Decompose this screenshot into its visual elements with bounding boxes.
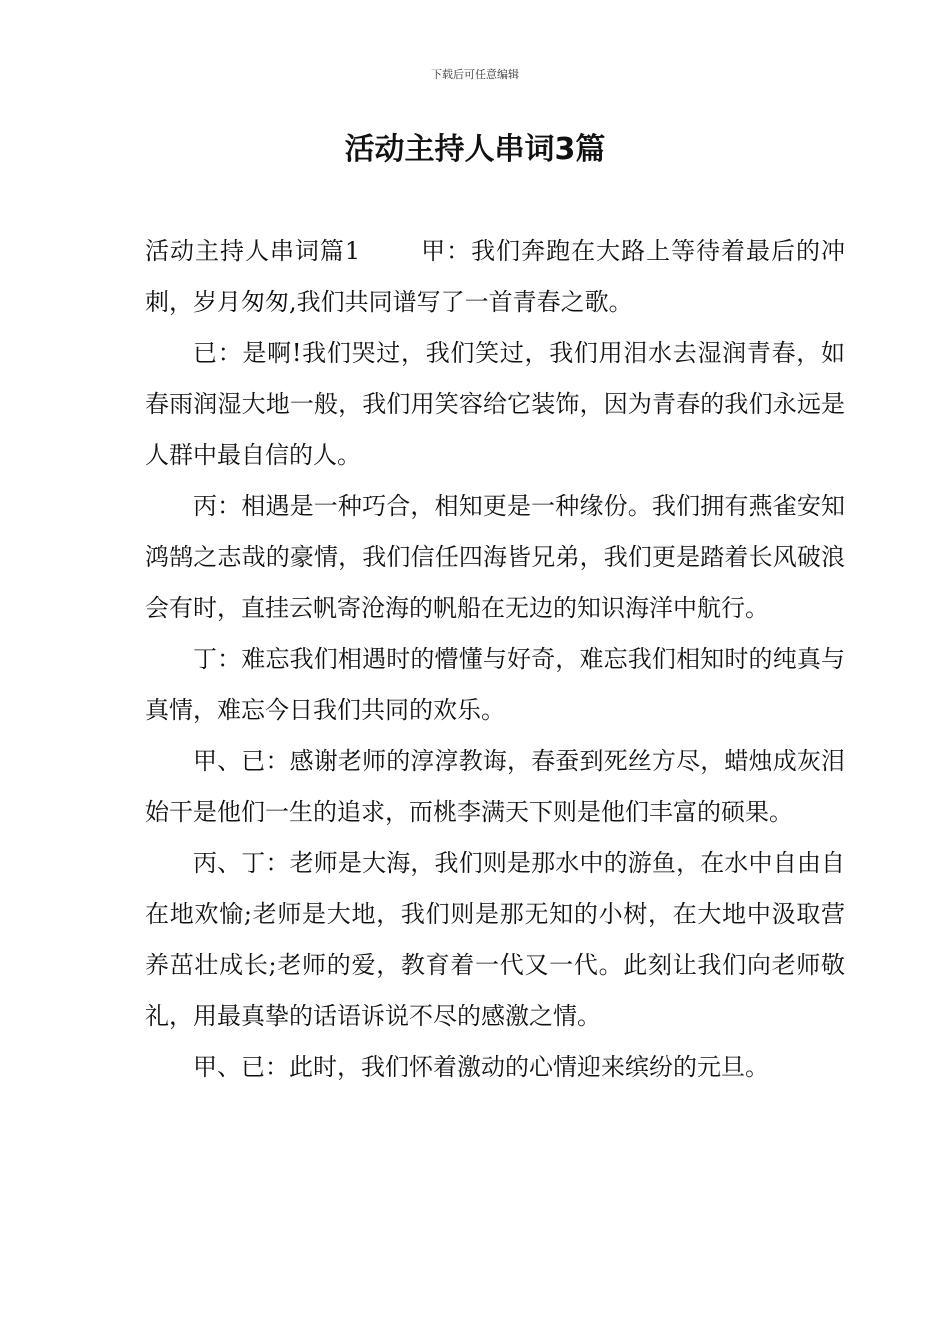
paragraph-4: 丁：难忘我们相遇时的懵懂与好奇，难忘我们相知时的纯真与真情，难忘今日我们共同的欢乐。: [145, 645, 845, 724]
paragraph-3: 丙：相遇是一种巧合，相知更是一种缘份。我们拥有燕雀安知鸿鹄之志哉的豪情，我们信任四海皆兄弟，我们更是踏着长风破浪会有时，直挂云帆寄沧海的帆船在无边的知识海洋中航行。: [145, 492, 845, 622]
document-title: 活动主持人串词3篇: [344, 132, 606, 167]
document-body: [145, 226, 845, 1093]
paragraph-2: 已：是啊!我们哭过，我们笑过，我们用泪水去湿润青春，如春雨润湿大地一般，我们用笑容给它装饰，因为青春的我们永远是人群中最自信的人。: [145, 339, 845, 469]
paragraph-5: 甲、已：感谢老师的淳淳教诲，春蚕到死丝方尽，蜡烛成灰泪始干是他们一生的追求，而桃李满天下则是他们丰富的硕果。: [145, 747, 845, 826]
paragraph-1: [145, 226, 845, 328]
paragraph-7: 甲、已：此时，我们怀着激动的心情迎来缤纷的元旦。: [193, 1053, 769, 1081]
page-header-note: 下载后可任意编辑: [431, 68, 519, 81]
paragraph-text: 甲：我们奔跑在大路上等待着最后的冲刺，岁月匆匆,我们共同谱写了一首青春之歌。: [145, 237, 845, 316]
paragraph-6: 丙、丁：老师是大海，我们则是那水中的游鱼，在水中自由自在地欢愉;老师是大地，我们则是那无知的小树，在大地中汲取营养茁壮成长;老师的爱，教育着一代又一代。此刻让我们向老师敬礼，用最真挚的话语诉说不尽的感激之情。: [145, 849, 845, 1030]
section-title: 活动主持人串词篇1: [145, 237, 361, 265]
